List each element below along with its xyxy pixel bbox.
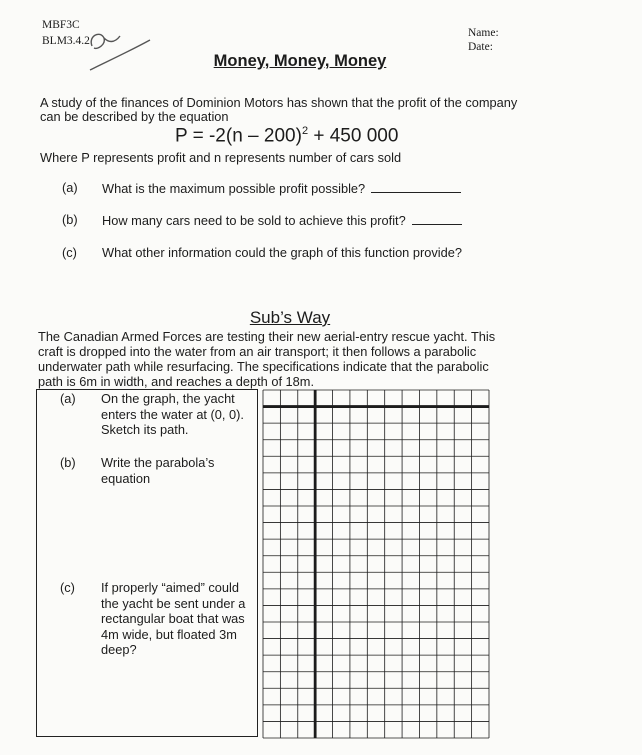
item-c-line-5: deep? — [101, 642, 137, 657]
item-c-letter: (c) — [60, 580, 75, 595]
where-text: Where P represents profit and n represents number of cars sold — [40, 150, 402, 165]
equation-exponent: 2 — [301, 125, 309, 137]
intro-line-2: can be described by the equation — [40, 109, 229, 124]
profit-equation — [175, 125, 398, 147]
equation-main: P = -2(n – 200) — [175, 125, 302, 147]
intro-line-1: A study of the finances of Dominion Motors has shown that the profit of the company — [40, 95, 518, 110]
question-b-text: How many cars need to be sold to achieve this profit? — [102, 213, 406, 228]
questions-box — [36, 389, 258, 737]
item-c-line-1: If properly “aimed” could — [101, 580, 239, 595]
question-a — [102, 180, 461, 196]
name-label: Name: — [468, 27, 499, 39]
blm-code: BLM3.4.2 — [42, 35, 90, 47]
item-b-line-2: equation — [101, 470, 151, 486]
page-title: Money, Money, Money — [213, 52, 387, 70]
course-code: MBF3C — [42, 19, 80, 31]
equation-tail: + 450 000 — [308, 125, 399, 147]
item-a-letter: (a) — [60, 391, 76, 406]
section-title: Sub’s Way — [249, 308, 331, 327]
item-a-line-2: enters the water at (0, 0). — [101, 406, 244, 422]
question-a-text: What is the maximum possible profit possible? — [102, 181, 366, 196]
date-label: Date: — [468, 41, 493, 53]
sub-para-line-2: craft is dropped into the water from an air transport; it then follows a parabolic — [38, 344, 477, 359]
sub-para-line-3: underwater path while resurfacing. The specifications indicate that the parabolic — [38, 359, 489, 374]
answer-blank-b[interactable] — [412, 212, 462, 225]
item-a-line-3: Sketch its path. — [101, 422, 189, 437]
question-c-text: What other information could the graph of this function provide? — [102, 245, 462, 260]
question-a-letter: (a) — [62, 180, 78, 195]
graph-grid[interactable] — [262, 389, 490, 739]
question-c-letter: (c) — [62, 245, 77, 260]
sub-para-line-4: path is 6m in width, and reaches a depth of 18m. — [38, 374, 315, 389]
sub-para-line-1: The Canadian Armed Forces are testing their new aerial-entry rescue yacht. This — [38, 329, 496, 344]
item-b-letter: (b) — [60, 455, 76, 470]
answer-blank-a[interactable] — [371, 180, 461, 193]
question-b-letter: (b) — [62, 212, 78, 227]
item-c-line-2: the yacht be sent under a — [101, 595, 246, 611]
item-b-line-1: Write the parabola’s — [101, 455, 215, 470]
item-a-line-1: On the graph, the yacht — [101, 391, 235, 406]
item-c-line-3: rectangular boat that was — [101, 611, 245, 626]
item-c-line-4: 4m wide, but floated 3m — [101, 626, 237, 642]
question-b — [102, 212, 462, 228]
